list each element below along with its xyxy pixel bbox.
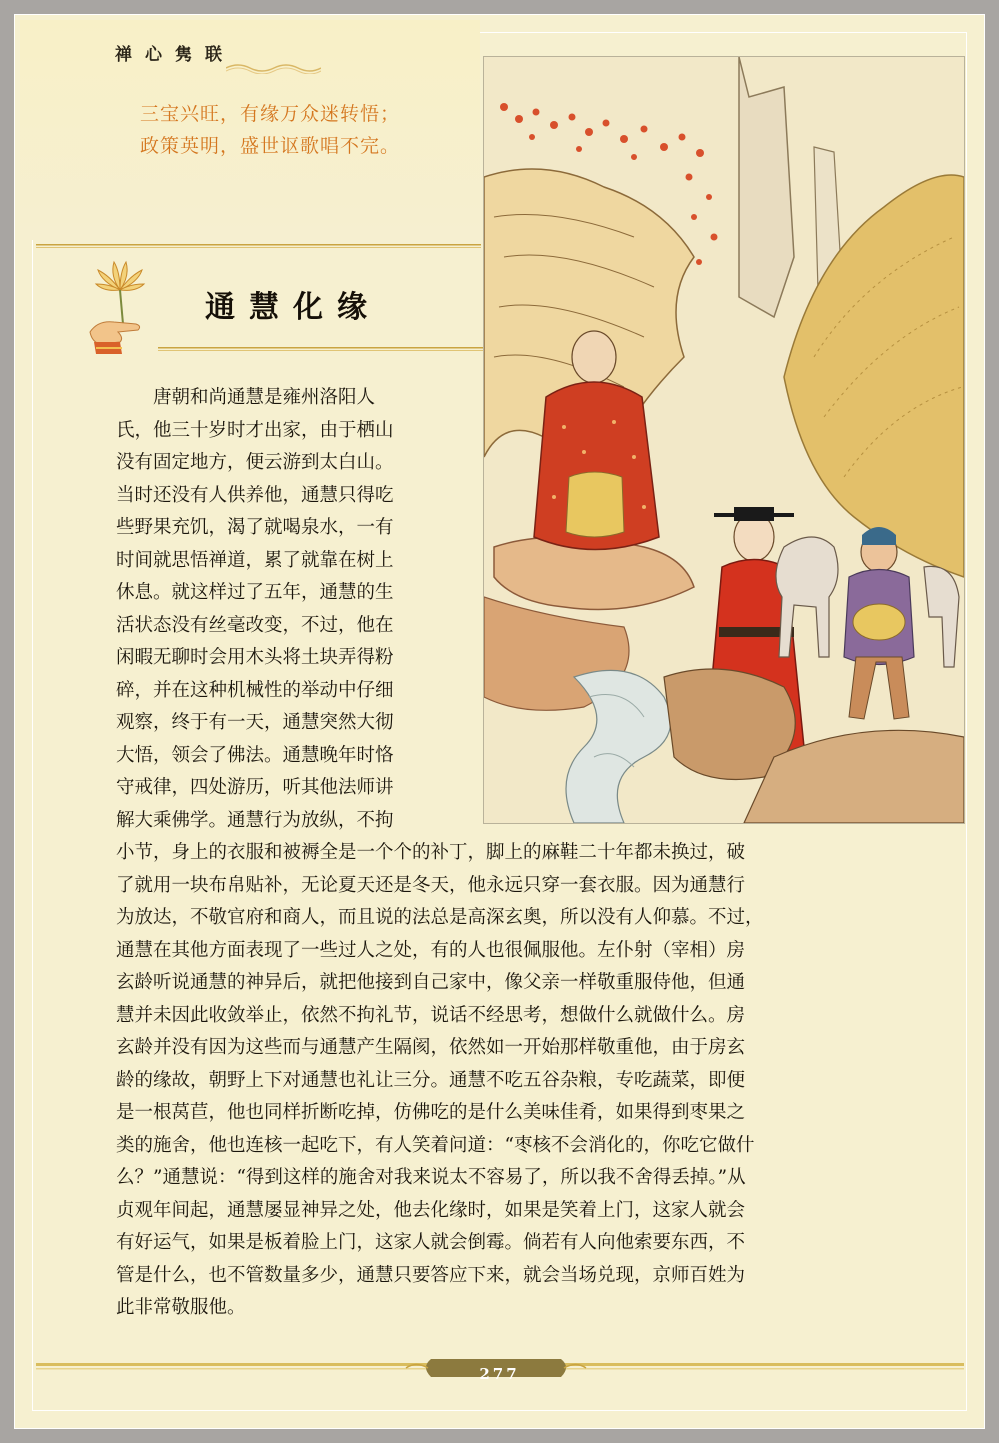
text-line: 时间就思悟禅道，累了就靠在树上 [116,549,394,571]
text-line: 唐朝和尚通慧是雍州洛阳人 [116,387,376,408]
couplet-line: 三宝兴旺，有缘万众迷转悟； [140,103,401,125]
text-line: 氏，他三十岁时才出家，由于栖山 [116,419,394,441]
text-line: 没有固定地方，便云游到太白山。 [116,452,394,473]
text-line: 通慧在其他方面表现了一些过人之处，有的人也很佩服他。左仆射（宰相）房 [116,939,746,961]
text-line: 闲暇无聊时会用木头将土块弄得粉 [116,647,394,668]
page-number: 277 [479,1365,520,1383]
text-line: 此非常敬服他。 [116,1297,246,1318]
text-line: 是一根莴苣，他也同样折断吃掉，仿佛吃的是什么美味佳肴，如果得到枣果之 [116,1102,746,1123]
header-separator [36,242,481,250]
painting-monk-official-icon [484,57,964,823]
text-line: 活状态没有丝毫改变，不过，他在 [116,614,394,636]
text-line: 些野果充饥，渴了就喝泉水，一有 [116,517,394,538]
text-line: 有好运气，如果是板着脸上门，这家人就会倒霉。倘若有人向他索要东西，不 [116,1232,746,1253]
body-text-narrow [116,382,478,837]
text-line: 碎，并在这种机械性的举动中仔细 [116,679,394,701]
text-line: 为放达，不敬官府和商人，而且说的法总是高深玄奥，所以没有人仰慕。不过， [116,907,764,928]
text-line: 了就用一块布帛贴补，无论夏天还是冬天，他永远只穿一套衣服。因为通慧行 [116,874,746,896]
title-underline [158,345,483,353]
couplet [140,98,400,162]
text-line: 解大乘佛学。通慧行为放纵，不拘 [116,809,394,831]
text-line: 类的施舍，他也连核一起吃下，有人笑着问道：“枣核不会消化的，你吃它做什 [116,1134,755,1156]
text-line: 么？”通慧说：“得到这样的施舍对我来说太不容易了，所以我不舍得丢掉。”从 [116,1167,746,1188]
text-line: 管是什么，也不管数量多少，通慧只要答应下来，就会当场兑现，京师百姓为 [116,1264,746,1286]
couplet-line: 政策英明，盛世讴歌唱不完。 [140,135,401,157]
lotus-hand-icon [80,258,162,358]
text-line: 守戒律，四处游历，听其他法师讲 [116,777,394,798]
text-line: 小节，身上的衣服和被褥全是一个个的补丁，脚上的麻鞋二十年都未换过，破 [116,842,746,863]
section-title: 通慧化缘 [205,290,381,325]
text-line: 大悟，领会了佛法。通慧晚年时恪 [116,744,394,766]
text-line: 观察，终于有一天，通慧突然大彻 [116,712,394,733]
text-line: 贞观年间起，通慧屡显神异之处，他去化缘时，如果是笑着上门，这家人就会 [116,1199,746,1221]
ornament-icon [226,62,321,74]
illustration-painting [483,56,965,824]
text-line: 龄的缘故，朝野上下对通慧也礼让三分。通慧不吃五谷杂粮，专吃蔬菜，即便 [116,1069,746,1091]
text-line: 玄龄听说通慧的神异后，就把他接到自己家中，像父亲一样敬重服侍他，但通 [116,972,746,993]
running-title: 禅心隽联 [115,45,235,65]
text-line: 休息。就这样过了五年，通慧的生 [116,582,394,603]
text-line: 慧并未因此收敛举止，依然不拘礼节，说话不经思考，想做什么就做什么。房 [116,1004,746,1026]
body-text-wide [116,837,916,1325]
text-line: 玄龄并没有因为这些而与通慧产生隔阂，依然如一开始那样敬重他，由于房玄 [116,1037,746,1058]
text-line: 当时还没有人供养他，通慧只得吃 [116,484,394,506]
